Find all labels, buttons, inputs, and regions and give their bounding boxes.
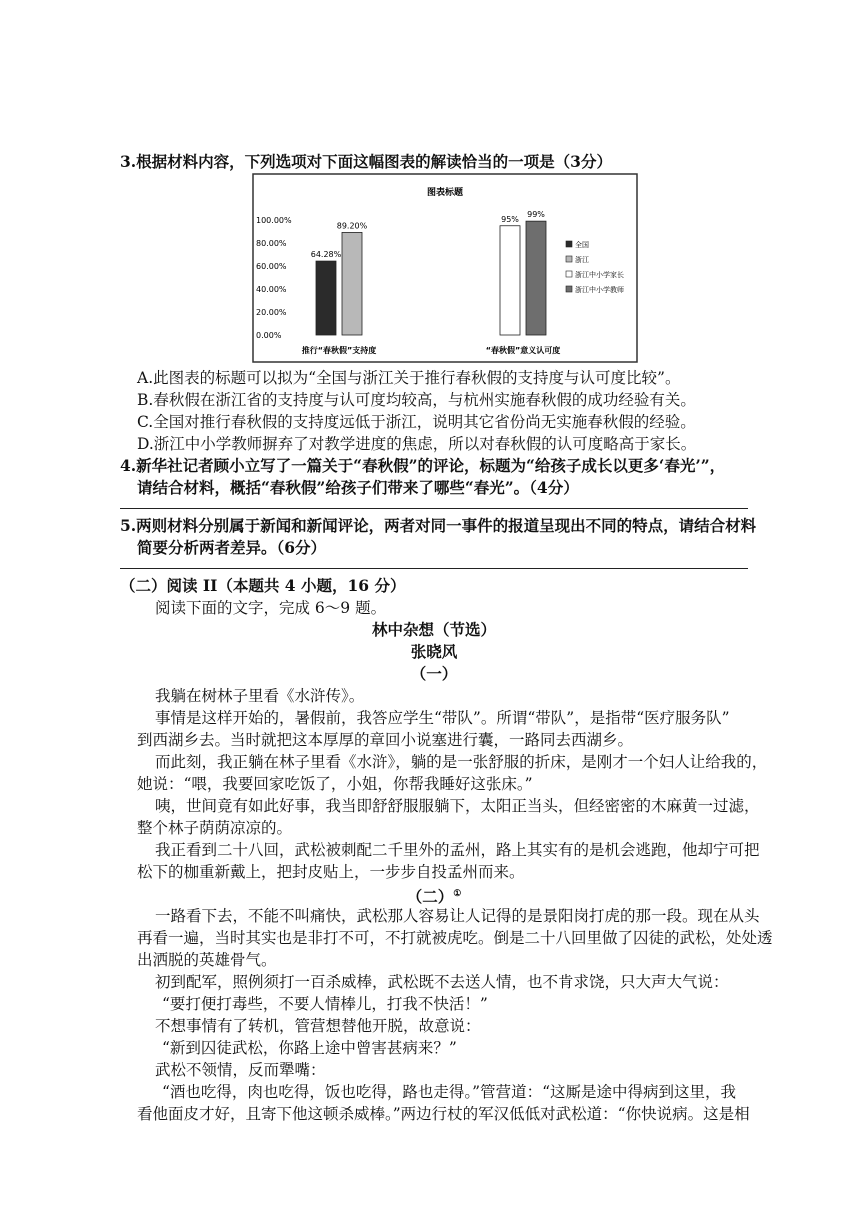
bar-value-label: 89.20%: [336, 221, 368, 231]
paragraph-6-line-1: 一路看下去，不能不叫痛快，武松那人容易让人记得的是景阳岗打虎的那一段。现在从头: [155, 907, 760, 925]
article-author: 张晓风: [410, 642, 458, 661]
q3-option-b: B.春秋假在浙江省的支持度与认可度均较高，与杭州实施春秋假的成功经验有关。: [137, 391, 696, 409]
paragraph-1: 我躺在树林子里看《水浒传》。: [155, 687, 365, 705]
paragraph-7: 初到配军，照例须打一百杀威棒，武松既不去送人情，也不肯求饶，只大声大气说：: [155, 973, 729, 991]
paragraph-12-line-2: 看他面皮才好，且寄下他这顿杀威棒。”两边行杖的军汉低低对武松道：“你快说病。这是相: [137, 1105, 750, 1123]
q4-line-1: 4.新华社记者顾小立写了一篇关于“春秋假”的评论，标题为“给孩子成长以更多‘春光’”，: [120, 456, 726, 475]
footnote-marker: ①: [453, 889, 462, 899]
paragraph-2-line-1: 事情是这样开始的，暑假前，我答应学生“带队”。所谓“带队”，是指带“医疗服务队”: [155, 709, 730, 727]
section2-instruction: 阅读下面的文字，完成 6～9 题。: [155, 599, 387, 617]
paragraph-9: 不想事情有了转机，管营想替他开脱，故意说：: [155, 1017, 481, 1035]
part-two-label: （二）: [406, 887, 454, 907]
section2-heading: （二）阅读 II（本题共 4 小题，16 分）: [120, 576, 406, 595]
part-one-heading: （一）: [410, 664, 458, 683]
legend-swatch: [566, 271, 572, 277]
y-tick-label: 20.00%: [256, 308, 287, 317]
paragraph-5-line-2: 松下的枷重新戴上，把封皮贴上，一步步自投孟州而来。: [137, 863, 525, 881]
bar: [316, 261, 336, 335]
group-label: “春秋假”意义认可度: [485, 346, 561, 355]
chart: [252, 173, 638, 363]
legend-swatch: [566, 241, 572, 247]
y-tick-label: 40.00%: [256, 285, 287, 294]
q3-option-d: D.浙江中小学教师摒弃了对教学进度的焦虑，所以对春秋假的认可度略高于家长。: [137, 435, 697, 453]
legend-label: 浙江中小学家长: [575, 271, 624, 279]
answer-line-q4: [120, 508, 748, 509]
bar: [526, 221, 546, 335]
paragraph-3-line-2: 她说：“喂，我要回家吃饭了，小姐，你帮我睡好这张床。”: [137, 775, 533, 793]
paragraph-10: “新到囚徒武松，你路上途中曾害甚病来？”: [162, 1039, 457, 1057]
y-tick-label: 60.00%: [256, 262, 287, 271]
bar-value-label: 64.28%: [310, 250, 342, 260]
bar-value-label: 95%: [501, 214, 519, 224]
paragraph-4-line-2: 整个林子荫荫凉凉的。: [137, 819, 293, 837]
q5-line-2: 简要分析两者差异。（6分）: [137, 538, 327, 557]
legend-label: 浙江: [575, 256, 589, 264]
paragraph-4-line-1: 咦，世间竟有如此好事，我当即舒舒服服躺下，太阳正当头，但经密密的木麻黄一过滤，: [155, 797, 760, 815]
legend-label: 浙江中小学教师: [575, 286, 624, 294]
legend-label: 全国: [575, 241, 589, 249]
y-tick-label: 100.00%: [256, 216, 292, 225]
group-label: 推行“春秋假”支持度: [301, 346, 377, 355]
paragraph-6-line-3: 出洒脱的英雄骨气。: [137, 951, 277, 969]
q3-option-a: A.此图表的标题可以拟为“全国与浙江关于推行春秋假的支持度与认可度比较”。: [137, 369, 681, 387]
y-tick-label: 80.00%: [256, 239, 287, 248]
y-tick-label: 0.00%: [256, 331, 282, 340]
chart-frame: [253, 174, 637, 362]
q3-stem: 3.根据材料内容，下列选项对下面这幅图表的解读恰当的一项是（3分）: [120, 152, 612, 171]
paragraph-11: 武松不领情，反而犟嘴：: [155, 1061, 326, 1079]
paragraph-12-line-1: “酒也吃得，肉也吃得，饭也吃得，路也走得。”管营道：“这厮是途中得病到这里，我: [162, 1083, 737, 1101]
answer-line-q5: [120, 568, 748, 569]
q5-line-1: 5.两则材料分别属于新闻和新闻评论，两者对同一事件的报道呈现出不同的特点，请结合材料: [120, 516, 757, 535]
paragraph-5-line-1: 我正看到二十八回，武松被刺配二千里外的孟州，路上其实有的是机会逃跑，他却宁可把: [155, 841, 760, 859]
legend-swatch: [566, 286, 572, 292]
bar: [500, 226, 520, 335]
bar: [342, 232, 362, 335]
paragraph-2-line-2: 到西湖乡去。当时就把这本厚厚的章回小说塞进行囊，一路同去西湖乡。: [137, 731, 634, 749]
legend-swatch: [566, 256, 572, 262]
chart-title: 图表标题: [426, 188, 464, 198]
article-title: 林中杂想（节选）: [371, 620, 496, 639]
paragraph-8: “要打便打毒些，不要人情棒儿，打我不快活！”: [162, 995, 488, 1013]
q4-line-2: 请结合材料，概括“春秋假”给孩子们带来了哪些“春光”。（4分）: [137, 478, 579, 497]
paragraph-6-line-2: 再看一遍，当时其实也是非打不可，不打就被虎吃。倒是二十八回里做了囚徒的武松，处处透: [137, 929, 773, 947]
bar-value-label: 99%: [527, 210, 545, 220]
paragraph-3-line-1: 而此刻，我正躺在林子里看《水浒》，躺的是一张舒服的折床，是刚才一个妇人让给我的，: [155, 753, 768, 771]
q3-option-c: C.全国对推行春秋假的支持度远低于浙江，说明其它省份尚无实施春秋假的经验。: [137, 413, 696, 431]
